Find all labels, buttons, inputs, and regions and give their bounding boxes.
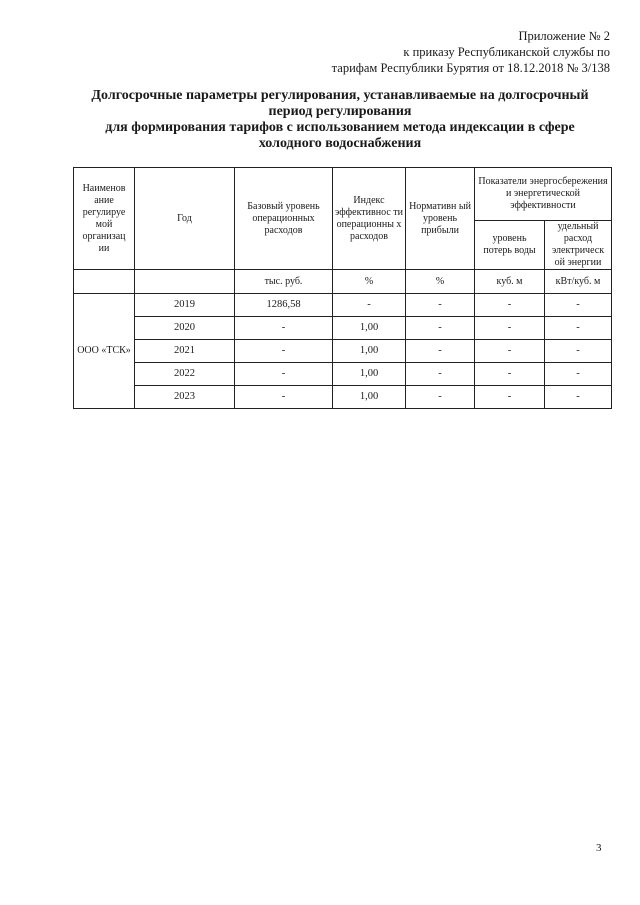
year-cell: 2019 xyxy=(135,294,235,317)
unit-cell xyxy=(135,270,235,294)
base-cell: - xyxy=(235,340,333,363)
header-energy-indicators: Показатели энергосбережения и энергетической эффективности xyxy=(475,168,612,221)
base-cell: - xyxy=(235,386,333,409)
index-cell: - xyxy=(333,294,406,317)
table-row xyxy=(74,294,612,317)
losses-cell: - xyxy=(475,340,545,363)
specific-cell: - xyxy=(545,294,612,317)
parameters-table xyxy=(73,167,612,409)
year-cell: 2022 xyxy=(135,363,235,386)
base-cell: - xyxy=(235,317,333,340)
order-date-number: тарифам Республики Бурятия от 18.12.2018 № 3/138 xyxy=(331,61,610,75)
unit-index: % xyxy=(333,270,406,294)
unit-base: тыс. руб. xyxy=(235,270,333,294)
index-cell: 1,00 xyxy=(333,317,406,340)
index-cell: 1,00 xyxy=(333,363,406,386)
unit-losses: куб. м xyxy=(475,270,545,294)
order-reference-line: к приказу Республиканской службы по xyxy=(403,45,610,59)
specific-cell: - xyxy=(545,340,612,363)
profit-cell: - xyxy=(406,363,475,386)
units-row xyxy=(74,270,612,294)
losses-cell: - xyxy=(475,363,545,386)
profit-cell: - xyxy=(406,386,475,409)
table-row xyxy=(74,363,612,386)
year-cell: 2021 xyxy=(135,340,235,363)
losses-cell: - xyxy=(475,317,545,340)
header-efficiency-index: Индекс эффективнос ти операционны х расходов xyxy=(333,168,406,270)
title-line-4: холодного водоснабжения xyxy=(258,136,422,151)
losses-cell: - xyxy=(475,386,545,409)
profit-cell: - xyxy=(406,340,475,363)
table-row xyxy=(74,317,612,340)
header-specific-consumption: удельный расход электрическ ой энергии xyxy=(545,221,612,270)
organization-name: ООО «ТСК» xyxy=(74,294,135,409)
index-cell: 1,00 xyxy=(333,340,406,363)
table-row xyxy=(74,340,612,363)
index-cell: 1,00 xyxy=(333,386,406,409)
document-header xyxy=(332,28,610,76)
header-base-level: Базовый уровень операционных расходов xyxy=(235,168,333,270)
losses-cell: - xyxy=(475,294,545,317)
year-cell: 2020 xyxy=(135,317,235,340)
title-line-2: период регулирования xyxy=(268,104,412,119)
header-water-losses: уровень потерь воды xyxy=(475,221,545,270)
profit-cell: - xyxy=(406,294,475,317)
unit-specific: кВт/куб. м xyxy=(545,270,612,294)
specific-cell: - xyxy=(545,386,612,409)
base-cell: 1286,58 xyxy=(235,294,333,317)
header-year: Год xyxy=(135,168,235,270)
unit-profit: % xyxy=(406,270,475,294)
profit-cell: - xyxy=(406,317,475,340)
title-line-1: Долгосрочные параметры регулирования, устанавливаемые на долгосрочный xyxy=(91,88,589,103)
page-number: 3 xyxy=(596,842,602,854)
appendix-label: Приложение № 2 xyxy=(518,29,610,43)
unit-cell xyxy=(74,270,135,294)
document-title xyxy=(40,88,640,152)
base-cell: - xyxy=(235,363,333,386)
header-organization: Наименов ание регулируе мой организац ии xyxy=(74,168,135,270)
header-profit-level: Нормативн ый уровень прибыли xyxy=(406,168,475,270)
specific-cell: - xyxy=(545,317,612,340)
table-row xyxy=(74,386,612,409)
title-line-3: для формирования тарифов с использованием метода индексации в сфере xyxy=(105,120,575,135)
year-cell: 2023 xyxy=(135,386,235,409)
specific-cell: - xyxy=(545,363,612,386)
